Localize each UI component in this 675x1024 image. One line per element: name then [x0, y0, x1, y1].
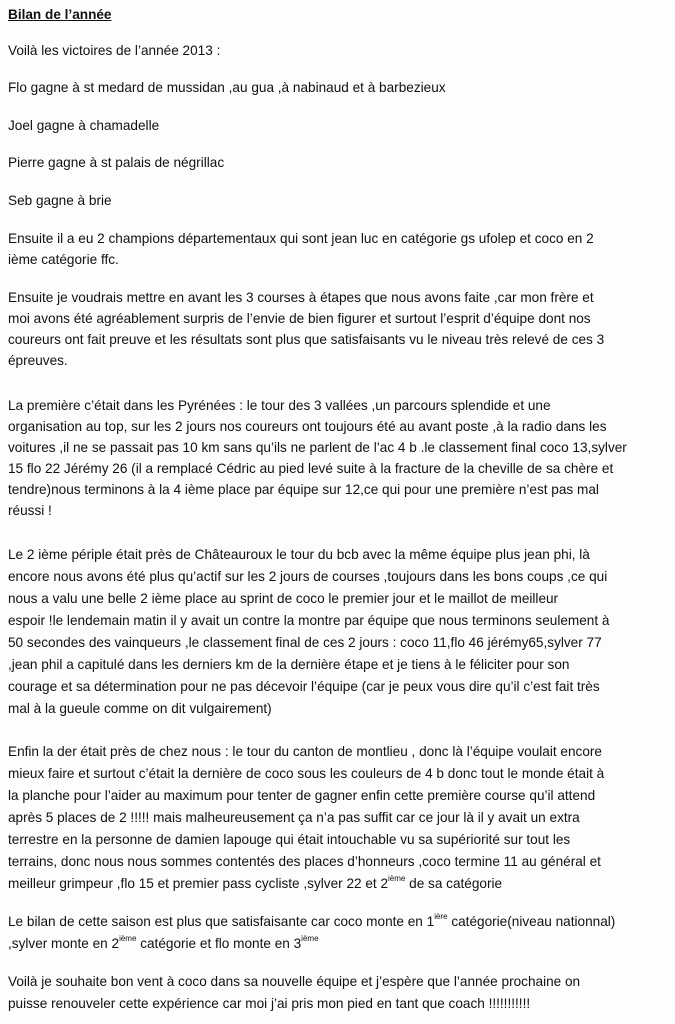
closing-line: Voilà je souhaite bon vent à coco dans sa nouvelle équipe et j’espère que l’année prochaine on	[8, 974, 581, 989]
victory-seb: Seb gagne à brie	[8, 193, 112, 208]
second-race-line: courage et sa détermination pour ne pas décevoir l’équipe (car je peux vous dire qu’il c’est fait très	[8, 679, 600, 694]
ordinal-superscript: ière	[434, 912, 448, 922]
summary-text: catégorie et flo monte en 3	[136, 936, 302, 951]
second-race-line: encore nous avons été plus qu’actif sur les 2 jours de courses ,toujours dans les bons coups ,ce qui	[8, 569, 608, 584]
stages-intro-line: moi avons été agréablement surpris de l’envie de bien figurer et surtout l’esprit d’équipe dont nos	[8, 311, 591, 326]
closing-line: puisse renouveler cette expérience car moi j’ai pris mon pied en tant que coach !!!!!!!!!!!	[8, 996, 531, 1011]
summary-text: Le bilan de cette saison est plus que satisfaisante car coco monte en 1	[8, 914, 435, 929]
third-race-last-line	[8, 873, 669, 894]
second-race-line: ,jean phil a capitulé dans les derniers km de la dernière étape et je tiens à le féliciter pour son	[8, 657, 570, 672]
victory-flo: Flo gagne à st medard de mussidan ,au gua ,à nabinaud et à barbezieux	[8, 80, 446, 95]
third-race-end: de sa catégorie	[405, 876, 503, 891]
first-race-line: 15 flo 22 Jérémy 26 (il a remplacé Cédric au pied levé suite à la fracture de la cheville de sa chère et	[8, 461, 614, 476]
third-race-text: meilleur grimpeur ,flo 15 et premier pass cycliste ,sylver 22 et 2	[8, 876, 389, 891]
summary-text: catégorie(niveau nationnal)	[447, 914, 616, 929]
stages-intro-line: Ensuite je voudrais mettre en avant les 3 courses à étapes que nous avons faite ,car mon frère et	[8, 290, 594, 305]
third-race-line: la planche pour l’aider au maximum pour tenter de gagner enfin cette première course qu’il attend	[8, 788, 596, 803]
summary-line	[8, 933, 669, 954]
summary-text: ,sylver monte en 2	[8, 936, 120, 951]
champions-line: Ensuite il a eu 2 champions départementaux qui sont jean luc en catégorie gs ufolep et coco en 2	[8, 231, 594, 246]
second-race-line: mal à la gueule comme on dit vulgairement)	[8, 701, 272, 716]
first-race-line: La première c’était dans les Pyrénées : le tour des 3 vallées ,un parcours splendide et une	[8, 398, 551, 413]
victory-pierre: Pierre gagne à st palais de négrillac	[8, 155, 225, 170]
ordinal-superscript: ième	[301, 934, 319, 944]
stages-intro-line: coureurs ont fait preuve et les résultats sont plus que satisfaisants vu le niveau très relevé de ces 3	[8, 332, 605, 347]
document-title: Bilan de l’année	[8, 7, 112, 22]
first-race-line: voitures ,il ne se passait pas 10 km sans qu’ils ne parlent de l’ac 4 b .le classement final coco 13,sylver	[8, 440, 627, 455]
third-race-line: Enfin la der était près de chez nous : le tour du canton de montlieu , donc là l’équipe voulait encore	[8, 744, 602, 759]
first-race-line: organisation au top, sur les 2 jours nos coureurs ont toujours été au avant poste ,à la radio dans les	[8, 419, 607, 434]
first-race-line: réussi !	[8, 503, 52, 518]
second-race-line: espoir !le lendemain matin il y avait un contre la montre par équipe que nous terminons seulement à	[8, 613, 610, 628]
third-race-line: après 5 places de 2 !!!!! mais malheureusement ça n’a pas suffit car ce jour là il y avait un extra	[8, 810, 580, 825]
first-race-line: tendre)nous terminons à la 4 ième place par équipe sur 12,ce qui pour une première n’est pas mal	[8, 482, 599, 497]
third-race-line: mieux faire et surtout c’était la dernière de coco sous les couleurs de 4 b donc tout le monde était à	[8, 766, 605, 781]
stages-intro-line: épreuves.	[8, 353, 68, 368]
second-race-line: Le 2 ième périple était près de Châteauroux le tour du bcb avec la même équipe plus jean phi, là	[8, 547, 590, 562]
second-race-line: 50 secondes des vainqueurs ,le classement final de ces 2 jours : coco 11,flo 46 jérémy65,sylver 77	[8, 635, 602, 650]
champions-line: ième catégorie ffc.	[8, 252, 119, 267]
intro-line: Voilà les victoires de l’année 2013 :	[8, 43, 221, 58]
summary-line	[8, 911, 669, 932]
second-race-line: nous a valu une belle 2 ième place au sprint de coco le premier jour et le maillot de meilleur	[8, 591, 559, 606]
ordinal-superscript: ième	[388, 874, 406, 884]
victory-joel: Joel gagne à chamadelle	[8, 118, 160, 133]
ordinal-superscript: ième	[119, 934, 137, 944]
third-race-line: terrains, donc nous nous sommes contentés des places d’honneurs ,coco termine 11 au général et	[8, 854, 601, 869]
third-race-line: terrestre en la personne de damien lapouge qui était intouchable vu sa supériorité sur tout les	[8, 832, 571, 847]
